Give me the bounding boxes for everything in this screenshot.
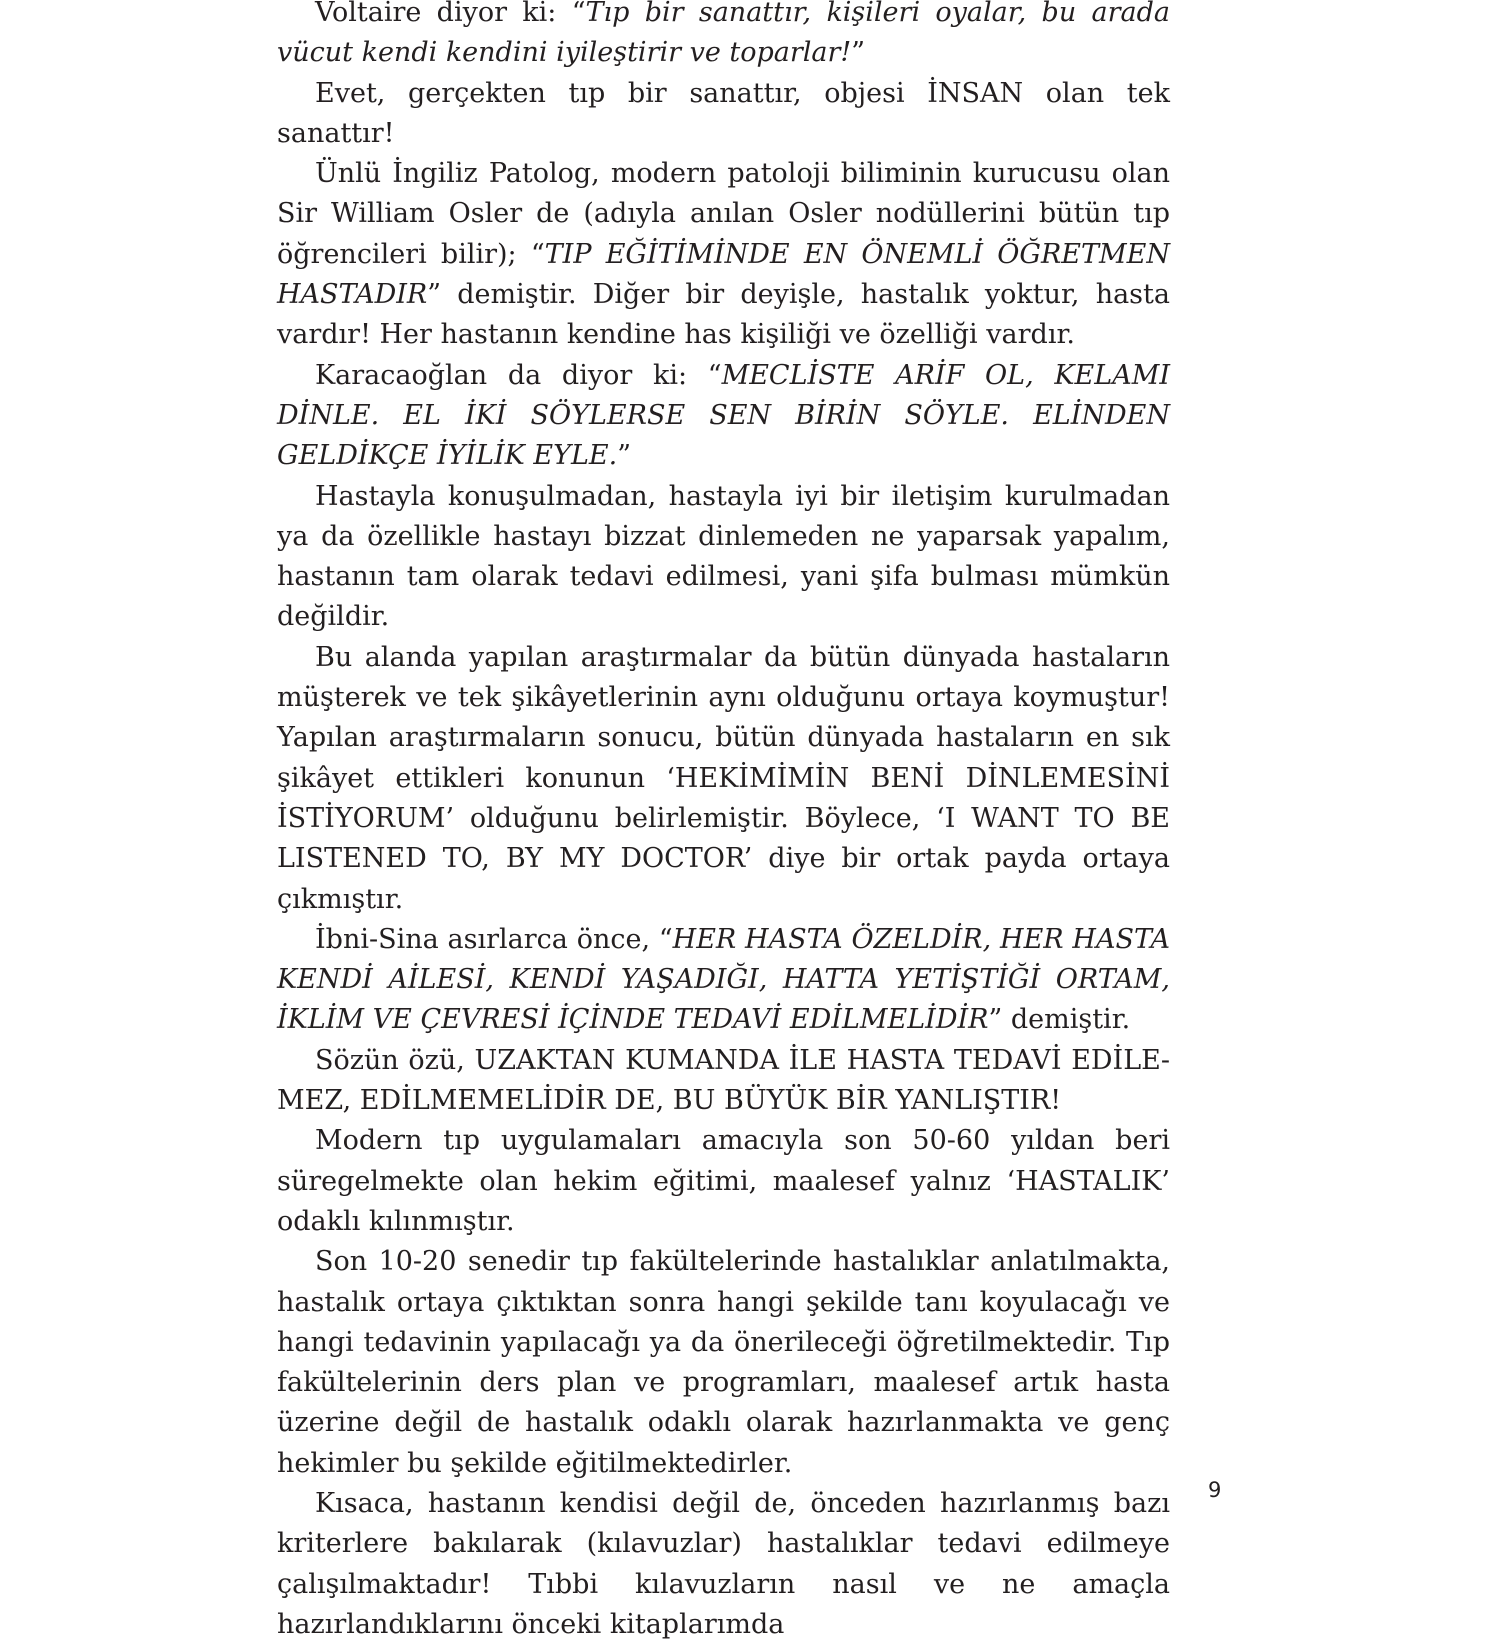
quotation-text: HER HASTA ÖZELDİR, HER HASTA KENDİ AİLESİ, KENDİ YAŞADIĞI, HATTA YETİŞTİĞİ ORTAM, İKLİM VE ÇEVRESİ İÇİNDE TEDAVİ EDİLMELİDİR [277, 923, 1170, 1036]
quotation-text: TIP EĞİTİMİNDE EN ÖNEMLİ ÖĞRETMEN HASTADIR [277, 238, 1171, 311]
paragraph [277, 0, 1170, 74]
paragraph-text: ” demiştir. Diğer bir deyişle, hastalık yoktur, hasta vardır! Her hastanın kendine has kişiliği ve özelliği vardır. [277, 279, 1170, 351]
paragraph-text: Kısaca, hastanın kendisi değil de, önceden hazırlanmış bazı kriterlere bakılarak (kılavuzlar) hastalıklar tedavi edilmeye çalışılmaktadır! Tıbbi kılavuzların nasıl ve ne amaçla hazırlandıklarını önceki kitaplarımda [277, 1487, 1170, 1640]
quotation-text: MECLİSTE ARİF OL, KELAMI DİNLE. EL İKİ SÖYLERSE SEN BİRİN SÖYLE. ELİNDEN GELDİKÇE İYİLİK EYLE. [277, 359, 1170, 472]
paragraph [277, 477, 1170, 638]
paragraph-text: Evet, gerçekten tıp bir sanattır, objesi İNSAN olan tek sanattır! [277, 77, 1170, 149]
page-number: 9 [1208, 1478, 1222, 1502]
paragraph-text: Sözün özü, UZAKTAN KUMANDA İLE HASTA TEDAVİ EDİLEMEZ, EDİLMEMELİDİR DE, BU BÜYÜK BİR YANLIŞTIR! [277, 1044, 1170, 1117]
paragraph-text: Hastayla konuşulmadan, hastayla iyi bir iletişim kurulmadan ya da özellikle hastayı bizzat dinlemeden ne yaparsak yapalım, hastanın tam olarak tedavi edilmesi, yani şifa bulması mümkün değildir. [277, 480, 1170, 633]
paragraph [277, 638, 1170, 920]
paragraph [277, 1242, 1170, 1484]
paragraph-text: İbni-Sina asırlarca önce, “ [315, 923, 673, 955]
paragraph-text: Son 10-20 senedir tıp fakültelerinde hastalıklar anlatılmakta, hastalık ortaya çıktıktan sonra hangi şekilde tanı koyulacağı ve hangi tedavinin yapılacağı ya da önerileceği öğretilmektedir. Tıp fakültelerinin ders plan ve programları, maalesef artık hasta üzerine değil de hastalık odaklı olarak hazırlanmakta ve genç hekimler bu şekilde eğitilmektedirler. [277, 1246, 1170, 1479]
paragraph-text: ” demiştir. [988, 1004, 1131, 1036]
paragraph [277, 1121, 1170, 1242]
paragraph-text: Bu alanda yapılan araştırmalar da bütün dünyada hastaların müşterek ve tek şikâyetlerinin aynı olduğunu ortaya koymuştur! Yapılan araştırmaların sonucu, bütün dünyada hastaların en sık şikâyet ettikleri konunun ‘HEKİMİMİN BENİ DİNLEMESİNİ İSTİYORUM’ olduğunu belirlemiştir. Böylece, ‘I WANT TO BE LISTENED TO, BY MY DOCTOR’ diye bir ortak payda ortaya çıkmıştır. [277, 641, 1170, 915]
paragraph-text: Modern tıp uygulamaları amacıyla son 50-60 yıldan beri süregelmekte olan hekim eğitimi, maalesef yalnız ‘HASTALIK’ odaklı kılınmıştır. [277, 1125, 1170, 1237]
paragraph-text: Karacaoğlan da diyor ki: “ [315, 359, 722, 391]
paragraph [277, 356, 1170, 477]
paragraph [277, 74, 1170, 155]
paragraph-text: Ünlü İngiliz Patolog, modern patoloji biliminin kurucusu olan Sir William Osler de (adıyla anılan Osler nodüllerini bütün tıp öğrencileri bilir); “ [277, 158, 1170, 270]
paragraph [277, 154, 1170, 355]
paragraph-text: ” [851, 37, 866, 69]
quotation-text: Tıp bir sanattır, kişileri oyalar, bu arada vücut kendi kendini iyileştirir ve toparlar! [277, 0, 1170, 69]
paragraph [277, 1041, 1170, 1122]
paragraph [277, 920, 1170, 1041]
paragraph-text: Voltaire diyor ki: “ [315, 0, 586, 28]
body-text [277, 0, 1170, 1645]
paragraph [277, 1484, 1170, 1645]
paragraph-text: ” [617, 440, 631, 472]
